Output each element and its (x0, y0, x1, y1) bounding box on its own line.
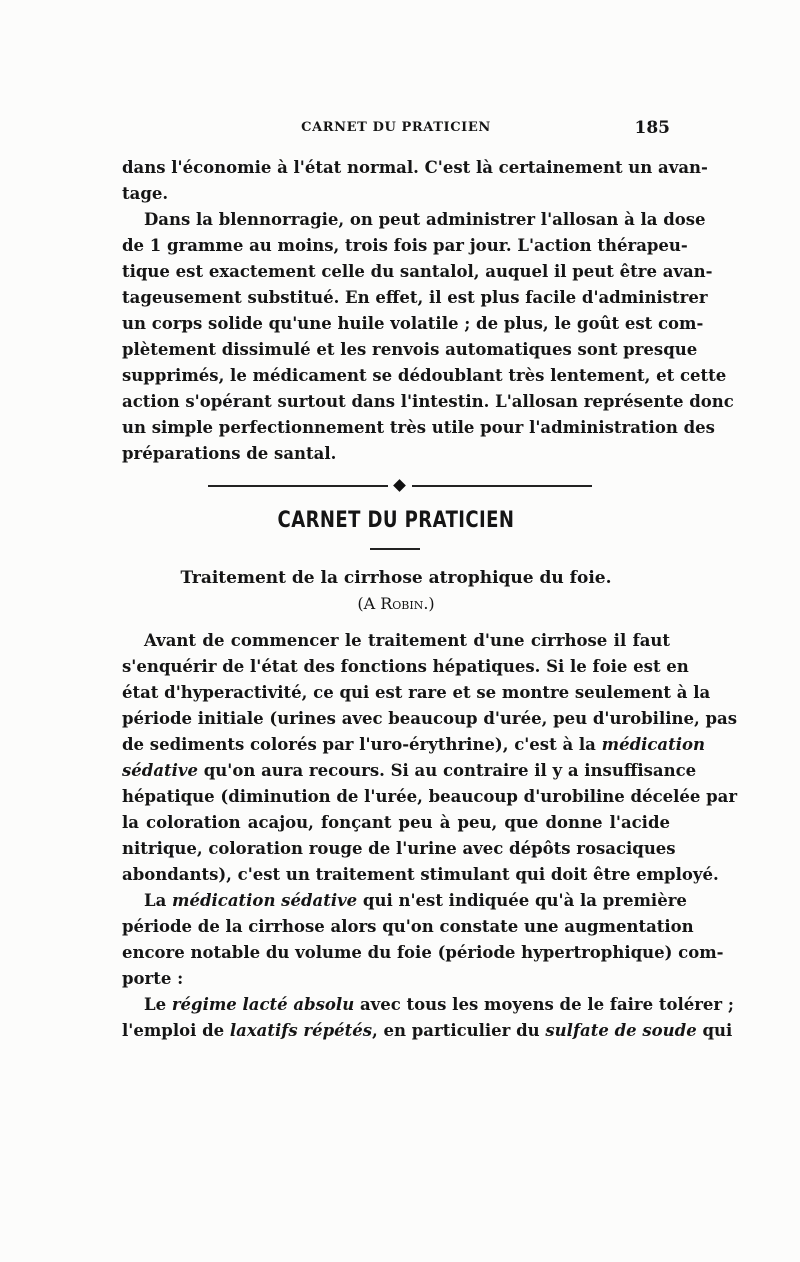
diamond-ornament-icon (393, 479, 406, 492)
text-span: de sediments colorés par l'uro-érythrine), c'est à la (122, 735, 602, 754)
text-line: état d'hyperactivité, ce qui est rare et se montre seulement à la (122, 683, 711, 702)
heading-underline-rule (370, 548, 420, 550)
author-prefix: (A (357, 594, 381, 613)
article-body (122, 628, 738, 1044)
page-number: 185 (634, 118, 670, 138)
text-line: encore notable du volume du foie (période hypertrophique) com- (122, 943, 724, 962)
text-line: un corps solide qu'une huile volatile ; de plus, le goût est com- (122, 314, 704, 333)
text-line (122, 1018, 733, 1044)
text-line: période initiale (urines avec beaucoup d'urée, peu d'urobiline, pas (122, 709, 737, 728)
italic-term: médication sédative (172, 891, 358, 910)
section-heading: CARNET DU PRATICIEN (277, 508, 515, 533)
text-line: porte : (122, 969, 184, 988)
text-span: , en particulier du (372, 1021, 546, 1040)
italic-term: sulfate de soude (545, 1021, 697, 1040)
text-span: qui n'est indiquée qu'à la première (357, 891, 687, 910)
text-span: qui (696, 1021, 733, 1040)
text-line (122, 992, 734, 1018)
text-line: un simple perfectionnement très utile pour l'administration des (122, 418, 715, 437)
text-line: dans l'économie à l'état normal. C'est là certainement un avan- (122, 158, 708, 177)
text-line: préparations de santal. (122, 444, 337, 463)
ornamental-separator (208, 480, 592, 492)
text-line: supprimés, le médicament se dédoublant très lentement, et cette (122, 366, 727, 385)
text-line: abondants), c'est un traitement stimulant qui doit être employé. (122, 865, 719, 884)
text-line: s'enquérir de l'état des fonctions hépatiques. Si le foie est en (122, 657, 689, 676)
text-span: La (144, 891, 173, 910)
article-title: Traitement de la cirrhose atrophique du foie. (180, 568, 612, 588)
text-span: l'emploi de (122, 1021, 230, 1040)
text-line: période de la cirrhose alors qu'on constate une augmentation (122, 917, 694, 936)
author-name: Robin (380, 594, 424, 613)
italic-term: sédative (122, 761, 198, 780)
text-line: action s'opérant surtout dans l'intestin. L'allosan représente donc (122, 392, 734, 411)
text-line: tique est exactement celle du santalol, auquel il peut être avan- (122, 262, 713, 281)
text-line: hépatique (diminution de l'urée, beaucoup d'urobiline décelée par (122, 787, 738, 806)
italic-term: médication (601, 735, 706, 754)
text-line: la coloration acajou, fonçant peu à peu, que donne l'acide (122, 813, 670, 832)
text-line: tage. (122, 184, 169, 203)
page-header (122, 118, 670, 142)
text-span: Le (144, 995, 172, 1014)
text-line (122, 732, 706, 758)
text-line: de 1 gramme au moins, trois fois par jour. L'action thérapeu- (122, 236, 688, 255)
text-line: tageusement substitué. En effet, il est plus facile d'administrer (122, 288, 708, 307)
text-line (122, 888, 687, 914)
author-suffix: .) (423, 594, 435, 613)
article-author (122, 592, 670, 616)
text-line (122, 758, 697, 784)
text-line: nitrique, coloration rouge de l'urine avec dépôts rosaciques (122, 839, 676, 858)
separator-rule-left (208, 485, 388, 487)
paragraph-allosan (122, 155, 734, 467)
separator-rule-right (412, 485, 592, 487)
text-span: avec tous les moyens de le faire tolérer ; (354, 995, 734, 1014)
italic-term: régime lacté absolu (171, 995, 355, 1014)
text-line: Avant de commencer le traitement d'une cirrhose il faut (144, 631, 670, 650)
italic-term: laxatifs répétés (229, 1021, 373, 1040)
text-line: Dans la blennorragie, on peut administrer l'allosan à la dose (144, 210, 706, 229)
text-span: qu'on aura recours. Si au contraire il y a insuffisance (198, 761, 697, 780)
running-title: CARNET DU PRATICIEN (301, 120, 491, 135)
text-line: plètement dissimulé et les renvois automatiques sont presque (122, 340, 698, 359)
